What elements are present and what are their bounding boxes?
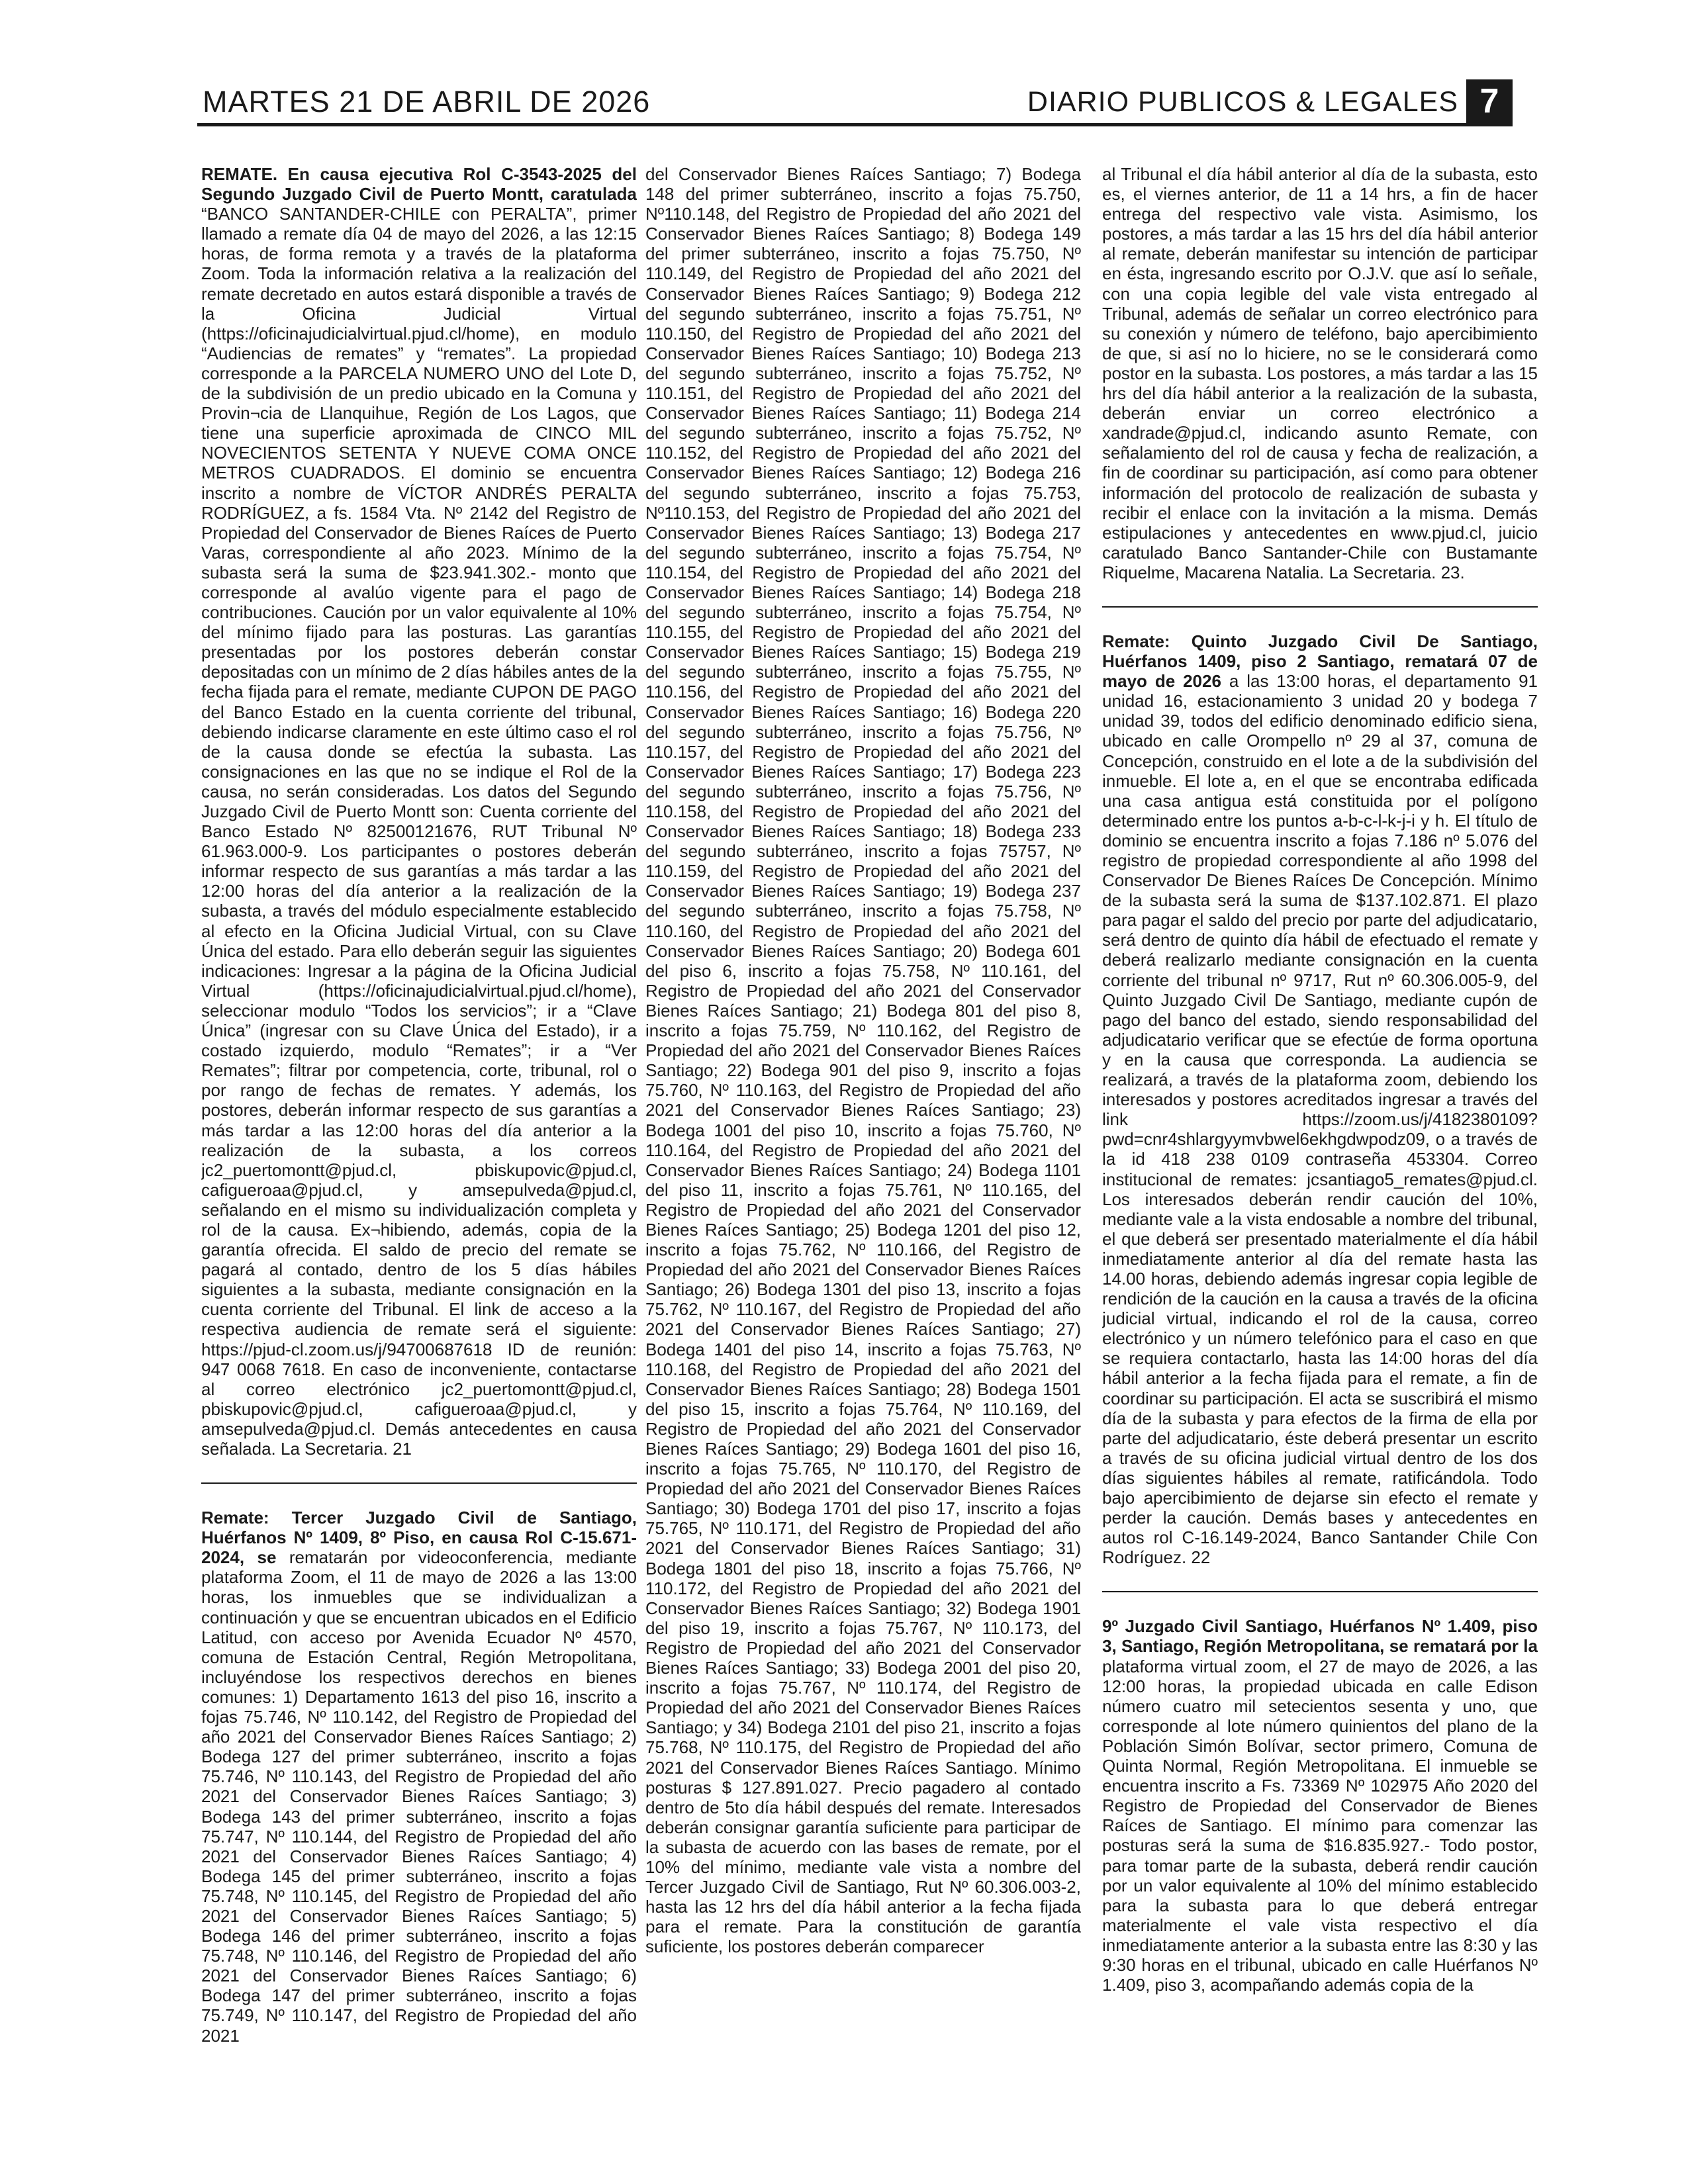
- legal-notice: [201, 1508, 637, 2046]
- column-2: [645, 164, 1081, 2136]
- notice-body: plataforma virtual zoom, el 27 de mayo de 2026, a las 12:00 horas, la propiedad ubicada en calle Edison número cuatro mil setecientos sesenta y uno, que corresponde al lote número quinientos del plano de la Población Simón Bolívar, sector primero, Comuna de Quinta Normal, Región Metropolitana. El inmueble se encuentra inscrito a Fs. 73369 Nº 102975 Año 2020 del Registro de Propiedad del Conservador de Bienes Raíces de Santiago. El mínimo para comenzar las posturas será la suma de $16.835.927.- Todo postor, para tomar parte de la subasta, deberá rendir caución por un valor equivalente al 10% del mínimo establecido para la subasta para lo que deberá entregar materialmente el vale vista respectivo el día inmediatamente anterior a la subasta entre las 8:30 y las 9:30 horas en el tribunal, ubicado en calle Huérfanos Nº 1.409, piso 3, acompañando además copia de la: [1102, 1656, 1538, 1995]
- issue-date: MARTES 21 DE ABRIL DE 2026: [203, 85, 651, 118]
- page-header: [197, 79, 1513, 126]
- notice-lead: Remate: Tercer Juzgado Civil de Santiago, Huérfanos Nº 1409, 8º Piso, en causa Rol C-15.671-2024, se: [201, 1508, 637, 1568]
- notice-lead: 9º Juzgado Civil Santiago, Huérfanos Nº 1.409, piso 3, Santiago, Región Metropolitana, se rematará por la: [1102, 1616, 1538, 1657]
- notice-divider: [201, 1482, 637, 1484]
- notice-body: rematarán por videoconferencia, mediante plataforma Zoom, el 11 de mayo de 2026 a las 13:00 horas, los inmuebles que se individualizan a continuación y que se encuentran ubicados en el Edificio Latitud, con acceso por Avenida Ecuador Nº 4570, comuna de Estación Central, Región Metropolitana, incluyéndose los respectivos derechos en bienes comunes: 1) Departamento 1613 del piso 16, inscrito a fojas 75.746, Nº 110.142, del Registro de Propiedad del año 2021 del Conservador Bienes Raíces Santiago; 2) Bodega 127 del primer subterráneo, inscrito a fojas 75.746, Nº 110.143, del Registro de Propiedad del año 2021 del Conservador Bienes Raíces Santiago; 3) Bodega 143 del primer subterráneo, inscrito a fojas 75.747, Nº 110.144, del Registro de Propiedad del año 2021 del Conservador Bienes Raíces Santiago; 4) Bodega 145 del primer subterráneo, inscrito a fojas 75.748, Nº 110.145, del Registro de Propiedad del año 2021 del Conservador Bienes Raíces Santiago; 5) Bodega 146 del primer subterráneo, inscrito a fojas 75.748, Nº 110.146, del Registro de Propiedad del año 2021 del Conservador Bienes Raíces Santiago; 6) Bodega 147 del primer subterráneo, inscrito a fojas 75.749, Nº 110.147, del Registro de Propiedad del año 2021: [201, 1547, 637, 2046]
- column-1: [201, 164, 637, 2136]
- notice-body: al Tribunal el día hábil anterior al día de la subasta, esto es, el viernes anterior, de 11 a 14 hrs, a fin de hacer entrega del respectivo vale vista. Asimismo, los postores, a más tardar a las 15 hrs del día hábil anterior al remate, deberán manifestar su intención de participar en ésta, ingresando escrito por O.J.V. que así lo señale, con una copia legible del vale vista entregado al Tribunal, además de señalar un correo electrónico para su conexión y número de teléfono, bajo apercibimiento de que, si así no lo hiciere, no se le considerará como postor en la subasta. Los postores, a más tardar a las 15 hrs del día hábil anterior a la realización de la subasta, deberán enviar un correo electrónico a xandrade@pjud.cl, indicando asunto Remate, con señalamiento del rol de causa y fecha de realización, a fin de coordinar su participación, así como para obtener información del protocolo de realización de subasta y recibir el enlace con la invitación a la misma. Demás estipulaciones y antecedentes en www.pjud.cl, juicio caratulado Banco Santander-Chile con Bustamante Riquelme, Macarena Natalia. La Secretaria. 23.: [1102, 164, 1538, 582]
- notice-divider: [1102, 1591, 1538, 1592]
- legal-notice: [1102, 1616, 1538, 1995]
- notice-body: a las 13:00 horas, el departamento 91 unidad 16, estacionamiento 3 unidad 20 y bodega 7 unidad 39, todos del edificio denominado edificio siena, ubicado en calle Orompello nº 29 al 37, comuna de Concepción, construido en el lote a de la subdivisión del inmueble. El lote a, en el que se encontraba edificada una casa antigua está constituida por el polígono determinado entre los puntos a-b-c-l-k-j-i y h. El título de dominio se encuentra inscrito a fojas 7.186 nº 5.076 del registro de propiedad correspondiente al año 1998 del Conservador De Bienes Raíces De Concepción. Mínimo de la subasta será la suma de $137.102.871. El plazo para pagar el saldo del precio por parte del adjudicatario, será dentro de quinto día hábil de efectuado el remate y deberá realizarlo mediante consignación en la cuenta corriente del tribunal nº 9717, Rut nº 60.306.005-9, del Quinto Juzgado Civil De Santiago, mediante cupón de pago del banco del estado, siendo responsabilidad del adjudicatario verificar que se efectúe de forma oportuna y en la causa que corresponda. La audiencia se realizará, a través de la plataforma zoom, debiendo los interesados y postores acreditados ingresar a través del link https://zoom.us/j/4182380109?pwd=cnr4shlargyymvbwel6ekhgdwpodz09, o a través de la id 418 238 0109 contraseña 453304. Correo institucional de remates: jcsantiago5_remates@pjud.cl. Los interesados deberán rendir caución del 10%, mediante vale a la vista endosable a nombre del tribunal, el que deberá ser presentado materialmente el día hábil inmediatamente anterior al día del remate hasta las 14.00 horas, debiendo además ingresar copia legible de rendición de la caución en la causa a través de la oficina judicial virtual, indicando el rol de la causa, correo electrónico y un número telefónico para el caso en que se requiera contactarlo, hasta las 14:00 horas del día hábil anterior a la fecha fijada para el remate, a fin de coordinar su participación. El acta se suscribirá el mismo día de la subasta y para efectos de la firma de ella por parte del adjudicatario, éste deberá presentar un escrito a través de su oficina judicial virtual dentro de los dos días siguientes hábiles al remate, ratificándola. Todo bajo apercibimiento de dejarse sin efecto el remate y perder la caución. Demás bases y antecedentes en autos rol C-16.149-2024, Banco Santander Chile Con Rodríguez. 22: [1102, 671, 1538, 1568]
- column-3: [1102, 164, 1538, 2136]
- page-number: 7: [1466, 79, 1513, 123]
- notice-lead: REMATE. En causa ejecutiva Rol C-3543-2025 del Segundo Juzgado Civil de Puerto Montt, caratulada: [201, 164, 637, 205]
- notice-lead: Remate: Quinto Juzgado Civil De Santiago, Huérfanos 1409, piso 2 Santiago, rematará 07 de mayo de 2026: [1102, 631, 1538, 692]
- notice-divider: [1102, 606, 1538, 608]
- notice-body: del Conservador Bienes Raíces Santiago; 7) Bodega 148 del primer subterráneo, inscrito a fojas 75.750, Nº110.148, del Registro de Propiedad del año 2021 del Conservador Bienes Raíces Santiago; 8) Bodega 149 del primer subterráneo, inscrito a fojas 75.750, Nº 110.149, del Registro de Propiedad del año 2021 del Conservador Bienes Raíces Santiago; 9) Bodega 212 del segundo subterráneo, inscrito a fojas 75.751, Nº 110.150, del Registro de Propiedad del año 2021 del Conservador Bienes Raíces Santiago; 10) Bodega 213 del segundo subterráneo, inscrito a fojas 75.752, Nº 110.151, del Registro de Propiedad del año 2021 del Conservador Bienes Raíces Santiago; 11) Bodega 214 del segundo subterráneo, inscrito a fojas 75.752, Nº 110.152, del Registro de Propiedad del año 2021 del Conservador Bienes Raíces Santiago; 12) Bodega 216 del segundo subterráneo, inscrito a fojas 75.753, Nº110.153, del Registro de Propiedad del año 2021 del Conservador Bienes Raíces Santiago; 13) Bodega 217 del segundo subterráneo, inscrito a fojas 75.754, Nº 110.154, del Registro de Propiedad del año 2021 del Conservador Bienes Raíces Santiago; 14) Bodega 218 del segundo subterráneo, inscrito a fojas 75.754, Nº 110.155, del Registro de Propiedad del año 2021 del Conservador Bienes Raíces Santiago; 15) Bodega 219 del segundo subterráneo, inscrito a fojas 75.755, Nº 110.156, del Registro de Propiedad del año 2021 del Conservador Bienes Raíces Santiago; 16) Bodega 220 del segundo subterráneo, inscrito a fojas 75.756, Nº 110.157, del Registro de Propiedad del año 2021 del Conservador Bienes Raíces Santiago; 17) Bodega 223 del segundo subterráneo, inscrito a fojas 75.756, Nº 110.158, del Registro de Propiedad del año 2021 del Conservador Bienes Raíces Santiago; 18) Bodega 233 del segundo subterráneo, inscrito a fojas 75757, Nº 110.159, del Registro de Propiedad del año 2021 del Conservador Bienes Raíces Santiago; 19) Bodega 237 del segundo subterráneo, inscrito a fojas 75.758, Nº 110.160, del Registro de Propiedad del año 2021 del Conservador Bienes Raíces Santiago; 20) Bodega 601 del piso 6, inscrito a fojas 75.758, Nº 110.161, del Registro de Propiedad del año 2021 del Conservador Bienes Raíces Santiago; 21) Bodega 801 del piso 8, inscrito a fojas 75.759, Nº 110.162, del Registro de Propiedad del año 2021 del Conservador Bienes Raíces Santiago; 22) Bodega 901 del piso 9, inscrito a fojas 75.760, Nº 110.163, del Registro de Propiedad del año 2021 del Conservador Bienes Raíces Santiago; 23) Bodega 1001 del piso 10, inscrito a fojas 75.760, Nº 110.164, del Registro de Propiedad del año 2021 del Conservador Bienes Raíces Santiago; 24) Bodega 1101 del piso 11, inscrito a fojas 75.761, Nº 110.165, del Registro de Propiedad del año 2021 del Conservador Bienes Raíces Santiago; 25) Bodega 1201 del piso 12, inscrito a fojas 75.762, Nº 110.166, del Registro de Propiedad del año 2021 del Conservador Bienes Raíces Santiago; 26) Bodega 1301 del piso 13, inscrito a fojas 75.762, Nº 110.167, del Registro de Propiedad del año 2021 del Conservador Bienes Raíces Santiago; 27) Bodega 1401 del piso 14, inscrito a fojas 75.763, Nº 110.168, del Registro de Propiedad del año 2021 del Conservador Bienes Raíces Santiago; 28) Bodega 1501 del piso 15, inscrito a fojas 75.764, Nº 110.169, del Registro de Propiedad del año 2021 del Conservador Bienes Raíces Santiago; 29) Bodega 1601 del piso 16, inscrito a fojas 75.765, Nº 110.170, del Registro de Propiedad del año 2021 del Conservador Bienes Raíces Santiago; 30) Bodega 1701 del piso 17, inscrito a fojas 75.765, Nº 110.171, del Registro de Propiedad del año 2021 del Conservador Bienes Raíces Santiago; 31) Bodega 1801 del piso 18, inscrito a fojas 75.766, Nº 110.172, del Registro de Propiedad del año 2021 del Conservador Bienes Raíces Santiago; 32) Bodega 1901 del piso 19, inscrito a fojas 75.767, Nº 110.173, del Registro de Propiedad del año 2021 del Conservador Bienes Raíces Santiago; 33) Bodega 2001 del piso 20, inscrito a fojas 75.767, Nº 110.174, del Registro de Propiedad del año 2021 del Conservador Bienes Raíces Santiago; y 34) Bodega 2101 del piso 21, inscrito a fojas 75.768, Nº 110.175, del Registro de Propiedad del año 2021 del Conservador Bienes Raíces Santiago. Mínimo posturas $ 127.891.027. Precio pagadero al contado dentro de 5to día hábil después del remate. Interesados deberán consignar garantía suficiente para participar de la subasta de acuerdo con las bases de remate, por el 10% del mínimo, mediante vale vista a nombre del Tercer Juzgado Civil de Santiago, Rut Nº 60.306.003-2, hasta las 12 hrs del día hábil anterior a la fecha fijada para el remate. Para la constitución de garantía suficiente, los postores deberán comparecer: [645, 164, 1081, 1957]
- legal-notice: [201, 164, 637, 1459]
- legal-notice-continued: [1102, 164, 1538, 582]
- notice-body: “BANCO SANTANDER-CHILE con PERALTA”, primer llamado a remate día 04 de mayo del 2026, a las 12:15 horas, de forma remota y a través de la plataforma Zoom. Toda la información relativa a la realización del remate decretado en autos estará disponible a través de la Oficina Judicial Virtual (https://oficinajudicialvirtual.pjud.cl/home), en modulo “Audiencias de remates” y “remates”. La propiedad corresponde a la PARCELA NUMERO UNO del Lote D, de la subdivisión de un predio ubicado en la Comuna y Provin¬cia de Llanquihue, Región de Los Lagos, que tiene una superficie aproximada de CINCO MIL NOVECIENTOS SETENTA Y NUEVE COMA ONCE METROS CUADRADOS. El dominio se encuentra inscrito a nombre de VÍCTOR ANDRÉS PERALTA RODRÍGUEZ, a fs. 1584 Vta. Nº 2142 del Registro de Propiedad del Conservador de Bienes Raíces de Puerto Varas, correspondiente al año 2023. Mínimo de la subasta será la suma de $23.941.302.- monto que corresponde al avalúo vigente para el pago de contribuciones. Caución por un valor equivalente al 10% del mínimo fijado para las posturas. Las garantías presentadas por los postores deberán constar depositadas con un mínimo de 2 días hábiles antes de la fecha fijada para el remate, mediante CUPON DE PAGO del Banco Estado en la cuenta corriente del tribunal, debiendo indicarse claramente en este último caso el rol de la causa donde se efectúa la subasta. Las consignaciones en las que no se indique el Rol de la causa, no serán consideradas. Los datos del Segundo Juzgado Civil de Puerto Montt son: Cuenta corriente del Banco Estado Nº 82500121676, RUT Tribunal Nº 61.963.000-9. Los participantes o postores deberán informar respecto de sus garantías a más tardar a las 12:00 horas del día anterior a la realización de la subasta, a través del módulo especialmente establecido al efecto en la Oficina Judicial Virtual, con su Clave Única del estado. Para ello deberán seguir las siguientes indicaciones: Ingresar a la página de la Oficina Judicial Virtual (https://oficinajudicialvirtual.pjud.cl/home), seleccionar modulo “Todos los servicios”; ir a “Clave Única” (ingresar con su Clave Única del Estado), ir a costado izquierdo, modulo “Remates”; ir a “Ver Remates”; filtrar por competencia, corte, tribunal, rol o por rango de fechas de remates. Y además, los postores, deberán informar respecto de sus garantías a más tardar a las 12:00 horas del día anterior a la realización de la subasta, a los correos jc2_puertomontt@pjud.cl, pbiskupovic@pjud.cl, cafigueroaa@pjud.cl, y amsepulveda@pjud.cl, señalando en el mismo su individualización completa y rol de la causa. Ex¬hibiendo, además, copia de la garantía ofrecida. El saldo de precio del remate se pagará al contado, dentro de los 5 días hábiles siguientes a la subasta, mediante consignación en la cuenta corriente del Tribunal. El link de acceso a la respectiva audiencia de remate será el siguiente: https://pjud-cl.zoom.us/j/94700687618 ID de reunión: 947 0068 7618. En caso de inconveniente, contactarse al correo electrónico jc2_puertomontt@pjud.cl, pbiskupovic@pjud.cl, cafigueroaa@pjud.cl, y amsepulveda@pjud.cl. Demás antecedentes en causa señalada. La Secretaria. 21: [201, 204, 637, 1459]
- legal-notice-continued: [645, 164, 1081, 1956]
- publication-name: DIARIO PUBLICOS & LEGALES: [1027, 86, 1458, 118]
- legal-notice: [1102, 631, 1538, 1567]
